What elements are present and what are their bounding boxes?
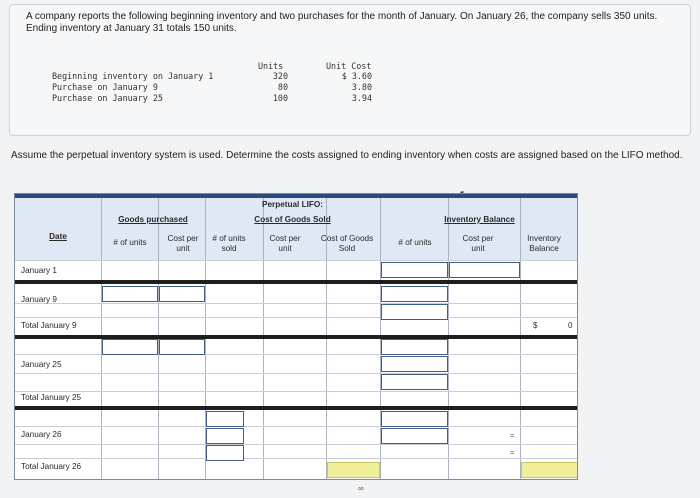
grid-line [448, 198, 449, 480]
group-cogs: Cost of Goods Sold [254, 215, 331, 224]
row-label-beginning: Beginning inventory on January 1 [52, 71, 214, 81]
jan1-balance-units-input[interactable] [381, 262, 448, 278]
col-date: Date [49, 232, 67, 241]
cost-jan9: 3.80 [351, 82, 372, 92]
row-divider [15, 317, 578, 318]
equals-sign: = [510, 431, 515, 440]
row-divider [15, 391, 578, 392]
jan26-balance-units-input-2[interactable] [381, 428, 448, 444]
row-label-jan9: Purchase on January 9 [52, 82, 158, 92]
units-jan25: 100 [272, 93, 288, 103]
problem-text: A company reports the following beginning inventory and two purchases for the month of January. On January 26, the company sells 350 units. Ending inventory at January 31 totals 150 units. [26, 11, 658, 34]
row-divider [15, 444, 578, 445]
equals-sign: = [510, 448, 515, 457]
instruction-text: Assume the perpetual inventory system is used. Determine the costs assigned to ending inventory when costs are assigned based on the LIFO method. [11, 150, 683, 161]
row-jan26: January 26 [21, 430, 62, 439]
jan26-units-sold-input[interactable] [206, 411, 244, 427]
section-divider [15, 335, 578, 339]
jan25-balance-units-input-2[interactable] [381, 356, 448, 372]
table-title: Perpetual LIFO: [262, 200, 323, 209]
row-jan25: January 25 [21, 360, 62, 369]
col-cogs-total: Cost of Goods Sold [320, 234, 374, 253]
section-divider [15, 406, 578, 410]
cost-beginning: $ 3.60 [341, 71, 372, 81]
jan26-balance-units-input[interactable] [381, 411, 448, 427]
row-jan1: January 1 [21, 266, 57, 275]
jan9-purchased-cost-input[interactable] [159, 286, 205, 302]
jan9-balance-units-input-2[interactable] [381, 304, 448, 320]
jan25-purchased-units-input[interactable] [102, 339, 158, 355]
units-jan9: 80 [277, 82, 288, 92]
col-units-sold: # of units sold [212, 234, 246, 253]
col-inventory-balance: Inventory Balance [527, 234, 561, 253]
total-jan26-cogs-input[interactable] [327, 462, 380, 478]
row-divider [15, 303, 578, 304]
total-jan9-amount: 0 [568, 321, 573, 330]
row-total-jan25: Total January 25 [21, 393, 82, 402]
row-divider [15, 458, 578, 459]
row-divider [15, 354, 578, 355]
jan1-balance-cost-input[interactable] [449, 262, 520, 278]
jan25-balance-units-input-3[interactable] [381, 374, 448, 390]
col-balance-units: # of units [398, 238, 432, 247]
col-purchased-units: # of units [113, 238, 147, 247]
row-total-jan9: Total January 9 [21, 321, 77, 330]
section-divider [15, 280, 578, 284]
jan9-purchased-units-input[interactable] [102, 286, 158, 302]
total-jan9-currency: $ [533, 321, 538, 330]
row-label-jan25: Purchase on January 25 [52, 93, 163, 103]
jan26-units-sold-input-2[interactable] [206, 428, 244, 444]
row-total-jan26: Total January 26 [21, 462, 82, 471]
cost-jan25: 3.94 [351, 93, 372, 103]
row-divider [15, 373, 578, 374]
row-divider [15, 426, 578, 427]
col-cogs-cost: Cost per unit [269, 234, 301, 253]
group-inventory-balance: Inventory Balance [444, 215, 515, 224]
table-top-bar [15, 194, 578, 198]
jan25-purchased-cost-input[interactable] [159, 339, 205, 355]
row-jan9: January 9 [21, 295, 57, 304]
group-goods-purchased: Goods purchased [118, 215, 188, 224]
link-icon: ∞ [358, 484, 364, 493]
col-purchased-cost: Cost per unit [167, 234, 199, 253]
jan25-balance-units-input[interactable] [381, 339, 448, 355]
jan26-units-sold-input-3[interactable] [206, 445, 244, 461]
total-jan26-inventory-input[interactable] [521, 462, 578, 478]
col-balance-cost: Cost per unit [462, 234, 494, 253]
row-divider [15, 260, 578, 261]
jan9-balance-units-input[interactable] [381, 286, 448, 302]
unit-cost-header: Unit Cost [326, 61, 372, 71]
lifo-table [14, 193, 578, 480]
units-beginning: 320 [272, 71, 288, 81]
units-header: Units [258, 61, 284, 71]
